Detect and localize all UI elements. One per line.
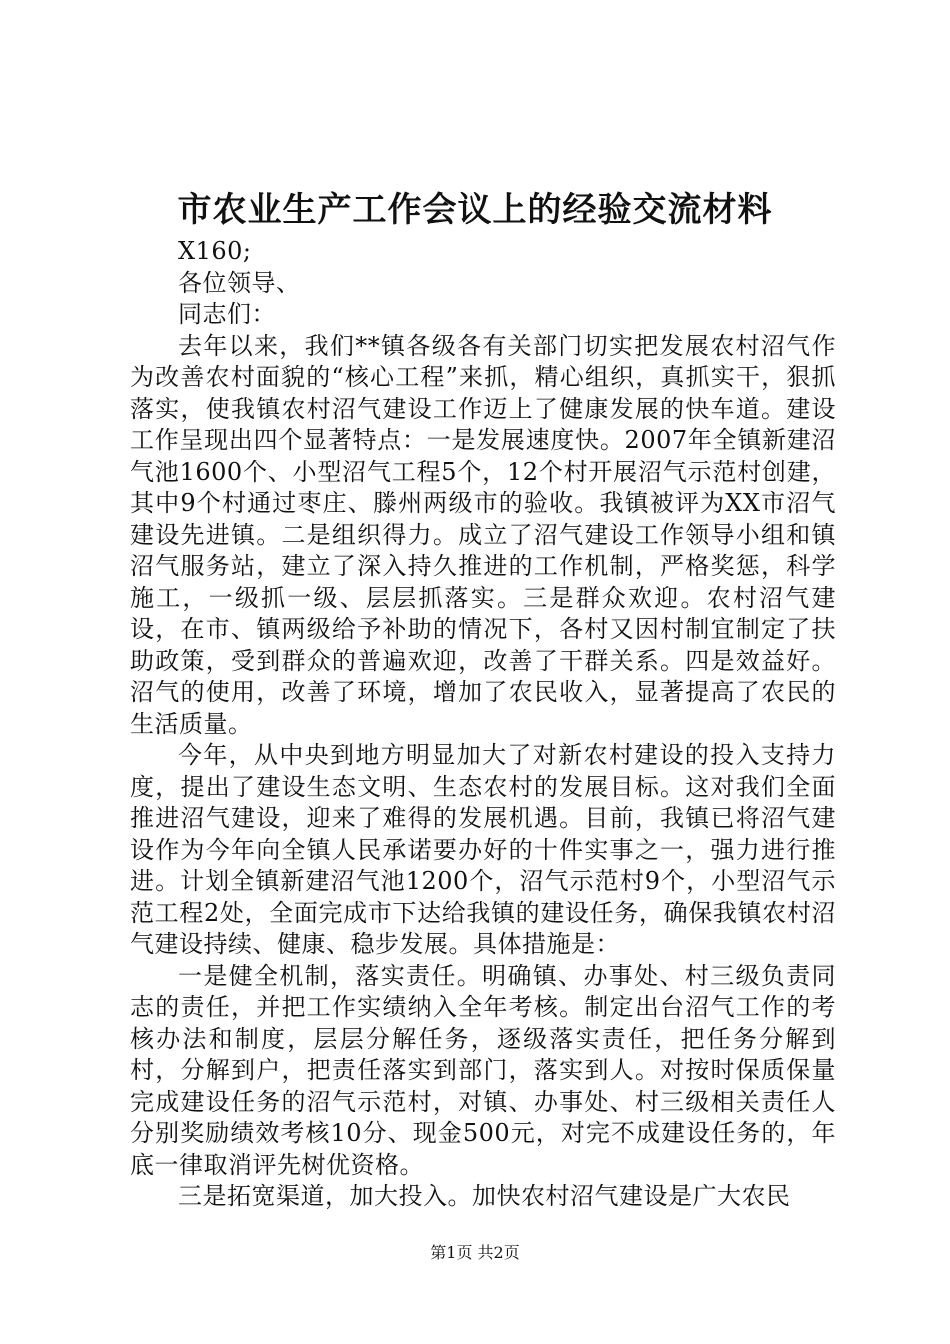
document-title: 市农业生产工作会议上的经验交流材料 [177,190,773,230]
paragraph-this-year-plan: 今年，从中央到地方明显加大了对新农村建设的投入支持力度，提出了建设生态文明、生态农村的发展目标。这对我们全面推进沼气建设，迎来了难得的发展机遇。目前，我镇已将沼气建设作为今年向全镇人民承诺要办好的十件实事之一，强力进行推进。计划全镇新建沼气池1200个，沼气示范村9个，小型沼气示范工程2处，全面完成市下达给我镇的建设任务，确保我镇农村沼气建设持续、健康、稳步发展。具体措施是： [130,741,836,958]
salutation-line-code: X160; [178,237,252,265]
salutation-line-comrades: 同志们： [178,300,276,328]
paragraph-measure-one: 一是健全机制，落实责任。明确镇、办事处、村三级负责同志的责任，并把工作实绩纳入全年考核。制定出台沼气工作的考核办法和制度，层层分解任务，逐级落实责任，把任务分解到村，分解到户，把责任落实到部门，落实到人。对按时保质保量完成建设任务的沼气示范村，对镇、办事处、村三级相关责任人分别奖励绩效考核10分、现金500元，对完不成建设任务的，年底一律取消评先树优资格。 [130,961,836,1179]
salutation-line-leaders: 各位领导、 [178,268,301,297]
paragraph-measure-three: 三是拓宽渠道，加大投入。加快农村沼气建设是广大农民 [178,1182,791,1210]
document-body [130,236,836,1213]
paragraph-last-year-achievements: 去年以来，我们**镇各级各有关部门切实把发展农村沼气作为改善农村面貌的“核心工程”来抓，精心组织，真抓实干，狠抓落实，使我镇农村沼气建设工作迈上了健康发展的快车道。建设工作呈现出四个显著特点：一是发展速度快。2007年全镇新建沼气池1600个、小型沼气工程5个，12个村开展沼气示范村创建，其中9个村通过枣庄、滕州两级市的验收。我镇被评为XX市沼气建设先进镇。二是组织得力。成立了沼气建设工作领导小组和镇沼气服务站，建立了深入持久推进的工作机制，严格奖惩，科学施工，一级抓一级、层层抓落实。三是群众欢迎。农村沼气建设，在市、镇两级给予补助的情况下，各村又因村制宜制定了扶助政策，受到群众的普遍欢迎，改善了干群关系。四是效益好。沼气的使用，改善了环境，增加了农民收入，显著提高了农民的生活质量。 [130,331,836,738]
page-number-footer: 第1页 共2页 [430,1243,520,1262]
